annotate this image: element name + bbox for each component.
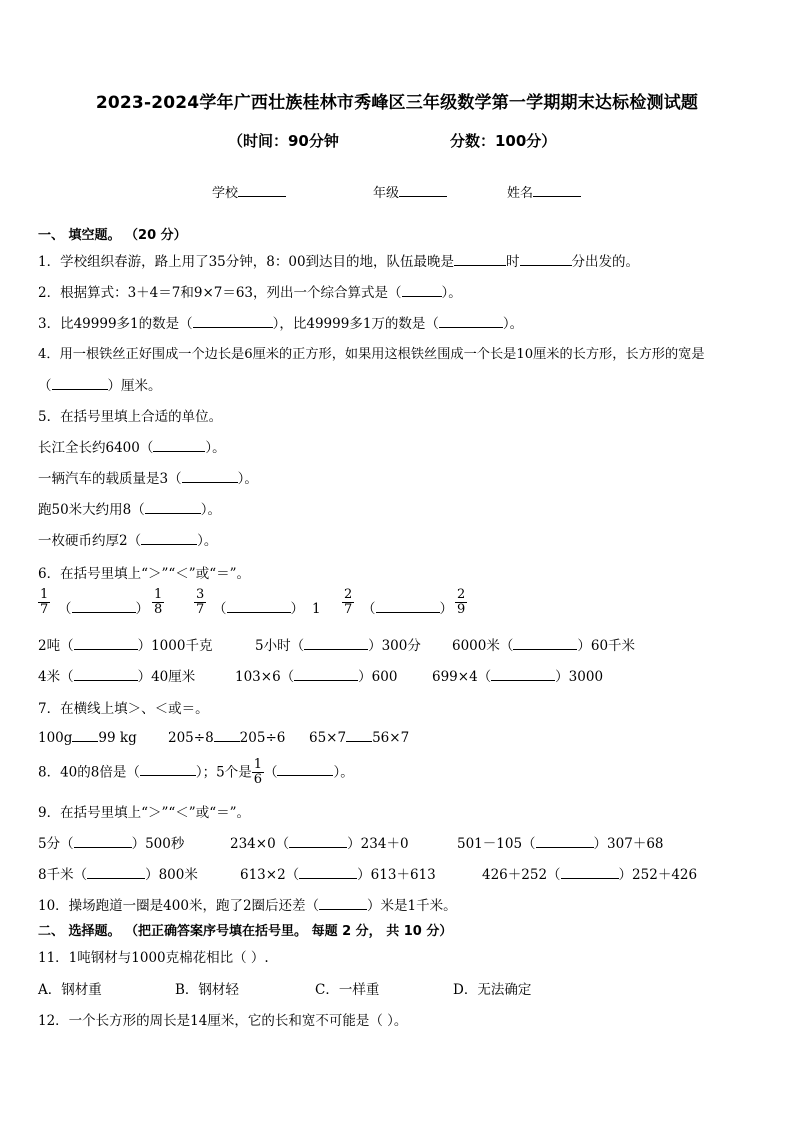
q5-item-3 [38, 498, 221, 518]
q6-compare-3 [362, 597, 453, 617]
q5-item-1 [38, 436, 226, 456]
fraction-numerator: 3 [196, 587, 205, 602]
q9-row2-blank-1[interactable] [87, 866, 145, 879]
open-paren: （ [362, 601, 376, 617]
q6-row3-item-3 [432, 665, 603, 685]
q9-row1-blank-1[interactable] [74, 835, 132, 848]
q6-compare-1 [58, 597, 149, 617]
question-5-title: 5．在括号里填上合适的单位。 [38, 409, 223, 425]
q7-item-3-left: 65×7 [309, 730, 347, 746]
q8-end-text: ）。 [333, 764, 354, 781]
open-paren: （ [58, 601, 72, 617]
q6-row3-blank-2[interactable] [294, 668, 358, 681]
question-10 [38, 894, 457, 914]
q9-row2-item-3-left: 426＋252（ [482, 867, 561, 883]
q7-item-1-right: 99 kg [98, 730, 137, 746]
q8-blank-2[interactable] [277, 763, 333, 776]
close-paren: ） [135, 601, 149, 617]
q9-row1-blank-2[interactable] [289, 835, 347, 848]
exam-score: 分数：100分） [450, 132, 557, 150]
q7-item-2-right: 205÷6 [239, 730, 286, 746]
q11-option-d[interactable]: D．无法确定 [453, 982, 532, 998]
q7-item-1 [38, 729, 137, 746]
q10-end-text: ）米是1千米。 [367, 898, 457, 914]
q2-text: 2．根据算式：3＋4＝7和9×7＝63，列出一个综合算式是（ [38, 285, 402, 301]
page-title: 2023-2024学年广西壮族桂林市秀峰区三年级数学第一学期期末达标检测试题 [95, 93, 699, 113]
q5-blank-3[interactable] [145, 501, 201, 514]
q5-item-2 [38, 467, 258, 487]
grade-blank[interactable] [399, 184, 447, 197]
q4-blank[interactable] [52, 377, 108, 390]
q7-item-2 [168, 729, 285, 746]
q9-row1-item-1-left: 5分（ [38, 836, 74, 852]
q6-blank-2[interactable] [227, 600, 291, 613]
q6-fraction-1-8 [152, 588, 164, 618]
section-choice-heading: 二、 选择题。 （把正确答案序号填在括号里。 每题 2 分， 共 10 分） [38, 924, 453, 939]
fraction-denominator: 9 [457, 602, 466, 618]
q1-text: 1．学校组织春游，路上用了35分钟，8：00到达目的地，队伍最晚是 [38, 254, 455, 270]
fraction-denominator: 7 [40, 602, 49, 618]
question-6-title: 6．在括号里填上“＞”“＜”或“＝”。 [38, 566, 250, 582]
grade-field[interactable] [373, 182, 447, 201]
q6-compare-2 [213, 597, 321, 617]
q7-item-3-right: 56×7 [372, 730, 410, 746]
q5-blank-1[interactable] [153, 439, 205, 452]
q9-row1-item-3-left: 501－105（ [457, 836, 536, 852]
q5-item-2-text: 一辆汽车的载质量是3（ [38, 471, 182, 487]
q6-row3-blank-3[interactable] [491, 668, 555, 681]
q7-item-3 [309, 729, 409, 746]
q9-row2-item-2 [240, 863, 436, 883]
q5-blank-4[interactable] [141, 532, 197, 545]
q9-row2-item-3 [482, 863, 697, 883]
fraction-denominator: 8 [154, 602, 163, 618]
question-11: 11．1吨钢材与1000克棉花相比（ ）. [38, 950, 269, 966]
q5-item-4-text: 一枚硬币约厚2（ [38, 533, 142, 549]
q9-row2-item-1 [38, 863, 198, 883]
name-blank[interactable] [533, 184, 581, 197]
q6-row2-item-2 [255, 634, 421, 654]
q6-row2-item-1 [38, 634, 212, 654]
close-paren: ） [290, 601, 304, 617]
q4-end-text: ）厘米。 [107, 378, 162, 394]
q5-item-1-end: ）。 [205, 440, 226, 456]
q8-text: 8．40的8倍是（ [38, 764, 140, 781]
q6-row3-item-2-left: 103×6（ [235, 669, 295, 685]
q6-fraction-3-7 [194, 588, 206, 618]
school-field[interactable] [212, 182, 286, 201]
q8-mid-text: ）；5个是 [195, 764, 252, 781]
q11-option-b[interactable]: B．钢材轻 [175, 982, 239, 998]
q6-row3-item-1-left: 4米（ [38, 669, 74, 685]
q8-blank-1[interactable] [140, 763, 196, 776]
q6-row2-item-3-left: 6000米（ [452, 638, 514, 654]
q6-row3-item-1-right: ）40厘米 [137, 669, 196, 685]
close-paren: ） [439, 601, 453, 617]
q9-row2-blank-2[interactable] [299, 866, 357, 879]
fraction-numerator: 1 [154, 587, 163, 602]
q3-text: 3．比49999多1的数是（ [38, 316, 193, 332]
question-9-title: 9．在括号里填上“＞”“＜”或“＝”。 [38, 805, 250, 821]
q5-item-3-end: ）。 [200, 502, 222, 518]
exam-info [228, 130, 557, 151]
q11-option-a[interactable]: A．钢材重 [38, 982, 102, 998]
question-4-answer [38, 374, 162, 394]
q9-row1-item-1 [38, 832, 184, 852]
q6-row2-blank-3[interactable] [513, 637, 577, 650]
name-field[interactable] [507, 182, 581, 201]
q9-row2-blank-3[interactable] [561, 866, 619, 879]
q6-row2-item-2-left: 5小时（ [255, 638, 305, 654]
q4-open-paren: （ [38, 378, 52, 394]
q5-item-4 [38, 529, 217, 549]
q6-row2-blank-2[interactable] [304, 637, 368, 650]
question-2 [38, 281, 462, 301]
q2-blank[interactable] [402, 284, 442, 297]
q6-row2-item-3-right: ）60千米 [577, 638, 636, 654]
q2-end-text: ）。 [441, 285, 462, 301]
q6-blank-1[interactable] [72, 600, 136, 613]
q1-blank-hour[interactable] [454, 253, 506, 266]
q3-mid-text: ），比49999多1万的数是（ [272, 316, 439, 332]
q11-option-c[interactable]: C．一样重 [315, 982, 380, 998]
q7-item-2-left: 205÷8 [168, 730, 214, 746]
q5-item-3-text: 跑50米大约用8（ [38, 502, 145, 518]
q10-text: 10．操场跑道一圈是400米，跑了2圈后还差（ [38, 898, 320, 914]
q9-row2-item-2-left: 613×2（ [240, 867, 300, 883]
name-label: 姓名 [507, 186, 534, 201]
q7-blank-1[interactable] [72, 729, 98, 742]
q6-row2-item-1-left: 2吨（ [38, 638, 74, 654]
exam-time: （时间：90分钟 [228, 132, 339, 150]
fraction-denominator: 7 [196, 602, 205, 618]
school-blank[interactable] [238, 184, 286, 197]
q7-blank-2[interactable] [214, 729, 240, 742]
q1-end-text: 分出发的。 [571, 254, 640, 270]
q6-row3-blank-1[interactable] [74, 668, 138, 681]
q6-row2-item-1-right: ）1000千克 [137, 638, 213, 654]
q6-fraction-2-9 [455, 588, 467, 618]
q6-row3-item-2-right: ）600 [358, 669, 398, 685]
q7-blank-3[interactable] [346, 729, 372, 742]
q6-row3-item-1 [38, 665, 195, 685]
question-7-title: 7．在横线上填＞、＜或＝。 [38, 701, 209, 717]
q10-blank[interactable] [319, 897, 367, 910]
q1-hour-label: 时 [506, 254, 520, 270]
q9-row1-item-3 [457, 832, 664, 852]
q6-fraction-2-7 [342, 588, 354, 618]
q8-fraction-1-6 [252, 758, 264, 788]
question-3 [38, 312, 523, 332]
q5-blank-2[interactable] [182, 470, 238, 483]
q9-row2-item-3-right: ）252＋426 [618, 867, 698, 883]
fraction-numerator: 1 [253, 757, 262, 772]
section-fill-blank-heading: 一、 填空题。 （20 分） [38, 228, 187, 243]
number-one: 1 [312, 601, 321, 617]
q9-row1-item-2-left: 234×0（ [230, 836, 290, 852]
school-label: 学校 [212, 186, 239, 201]
q9-row1-item-1-right: ）500秒 [131, 836, 185, 852]
q9-row1-item-2-right: ）234＋0 [347, 836, 409, 852]
question-1 [38, 250, 639, 270]
open-paren: （ [213, 601, 227, 617]
q9-row2-item-2-right: ）613＋613 [357, 867, 436, 883]
q6-fraction-1-7 [38, 588, 50, 618]
q6-row3-item-3-right: ）3000 [555, 669, 604, 685]
q3-blank-1[interactable] [193, 315, 273, 328]
q9-row2-item-1-right: ）800米 [145, 867, 198, 883]
q6-blank-3[interactable] [376, 600, 440, 613]
q6-row2-item-3 [452, 634, 635, 654]
question-4: 4．用一根铁丝正好围成一个边长是6厘米的正方形，如果用这根铁丝围成一个长是10厘米的长方形，长方形的宽是 [38, 347, 705, 362]
q5-item-1-text: 长江全长约6400（ [38, 440, 154, 456]
q8-open-paren: （ [263, 764, 278, 781]
q5-item-4-end: ）。 [197, 533, 218, 549]
fraction-denominator: 7 [344, 602, 353, 618]
q3-end-text: ）。 [502, 316, 524, 332]
grade-label: 年级 [373, 186, 400, 201]
q3-blank-2[interactable] [439, 315, 503, 328]
q9-row1-blank-3[interactable] [536, 835, 594, 848]
q6-row2-blank-1[interactable] [74, 637, 138, 650]
fraction-denominator: 6 [253, 772, 262, 788]
q7-item-1-left: 100g [38, 730, 73, 746]
fraction-numerator: 2 [457, 587, 466, 602]
fraction-numerator: 2 [344, 587, 353, 602]
q9-row1-item-3-right: ）307＋68 [593, 836, 664, 852]
question-12: 12．一个长方形的周长是14厘米，它的长和宽不可能是（ ）。 [38, 1013, 408, 1029]
q6-row3-item-2 [235, 665, 397, 685]
fraction-numerator: 1 [40, 587, 49, 602]
q6-row2-item-2-right: ）300分 [368, 638, 421, 654]
q9-row2-item-1-left: 8千米（ [38, 867, 88, 883]
q5-item-2-end: ）。 [237, 471, 258, 487]
q9-row1-item-2 [230, 832, 409, 852]
question-8 [38, 758, 354, 788]
q1-blank-minute[interactable] [520, 253, 572, 266]
q6-row3-item-3-left: 699×4（ [432, 669, 492, 685]
